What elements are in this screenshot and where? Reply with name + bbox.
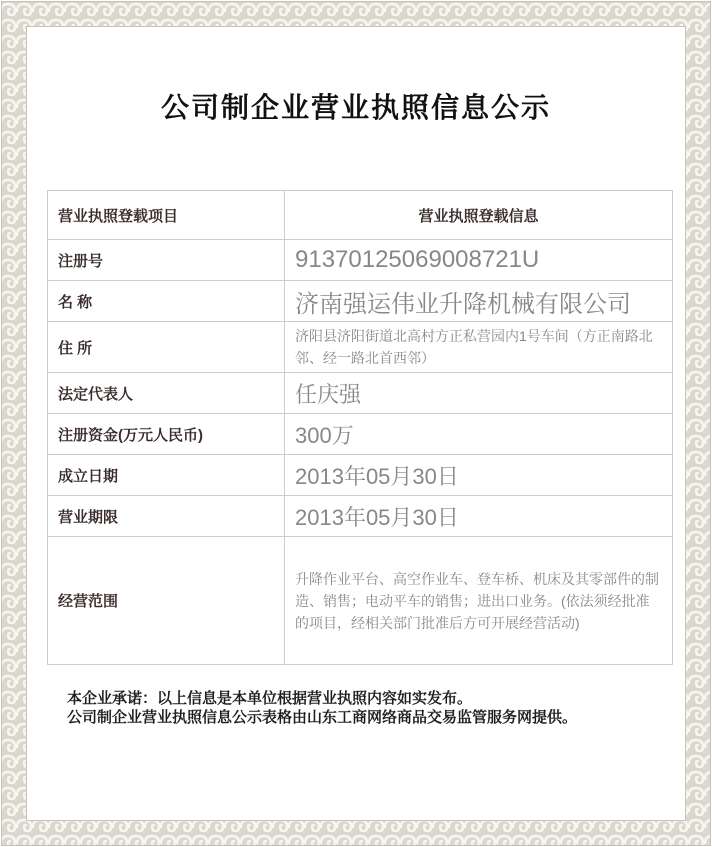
page-title: 公司制企业营业执照信息公示 bbox=[160, 93, 551, 124]
row-label: 注册号 bbox=[48, 240, 285, 281]
row-label: 成立日期 bbox=[48, 455, 285, 496]
table-row bbox=[48, 414, 673, 455]
row-label: 注册资金(万元人民币) bbox=[48, 414, 285, 455]
table-row bbox=[48, 537, 673, 665]
content-area bbox=[30, 30, 682, 817]
row-value: 济南强运伟业升降机械有限公司 bbox=[285, 281, 673, 322]
license-table-body bbox=[48, 191, 673, 665]
table-row bbox=[48, 322, 673, 373]
row-label: 法定代表人 bbox=[48, 373, 285, 414]
row-value: 任庆强 bbox=[285, 373, 673, 414]
row-value: 2013年05月30日 bbox=[285, 496, 673, 537]
table-row bbox=[48, 496, 673, 537]
footer-notice bbox=[67, 689, 682, 727]
table-header-row bbox=[48, 191, 673, 240]
table-row bbox=[48, 455, 673, 496]
notice-line-2: 公司制企业营业执照信息公示表格由山东工商网络商品交易监管服务网提供。 bbox=[67, 709, 578, 726]
row-value: 升降作业平台、高空作业车、登车桥、机床及其零部件的制造、销售；电动平车的销售；进出口业务。(依法须经批准的项目，经相关部门批准后方可开展经营活动) bbox=[285, 537, 673, 665]
row-value: 300万 bbox=[285, 414, 673, 455]
header-item-col: 营业执照登载项目 bbox=[48, 191, 285, 240]
row-label: 经营范围 bbox=[48, 537, 285, 665]
license-table bbox=[47, 190, 673, 665]
table-row bbox=[48, 373, 673, 414]
row-label: 名 称 bbox=[48, 281, 285, 322]
row-value: 91370125069008721U bbox=[285, 240, 673, 281]
table-row bbox=[48, 240, 673, 281]
row-value: 2013年05月30日 bbox=[285, 455, 673, 496]
header-info-col: 营业执照登载信息 bbox=[285, 191, 673, 240]
row-label: 住 所 bbox=[48, 322, 285, 373]
row-label: 营业期限 bbox=[48, 496, 285, 537]
notice-line-1: 本企业承诺：以上信息是本单位根据营业执照内容如实发布。 bbox=[67, 690, 473, 707]
row-value: 济阳县济阳街道北高村方正私营园内1号车间（方正南路北邻、经一路北首西邻） bbox=[285, 322, 673, 373]
table-row bbox=[48, 281, 673, 322]
